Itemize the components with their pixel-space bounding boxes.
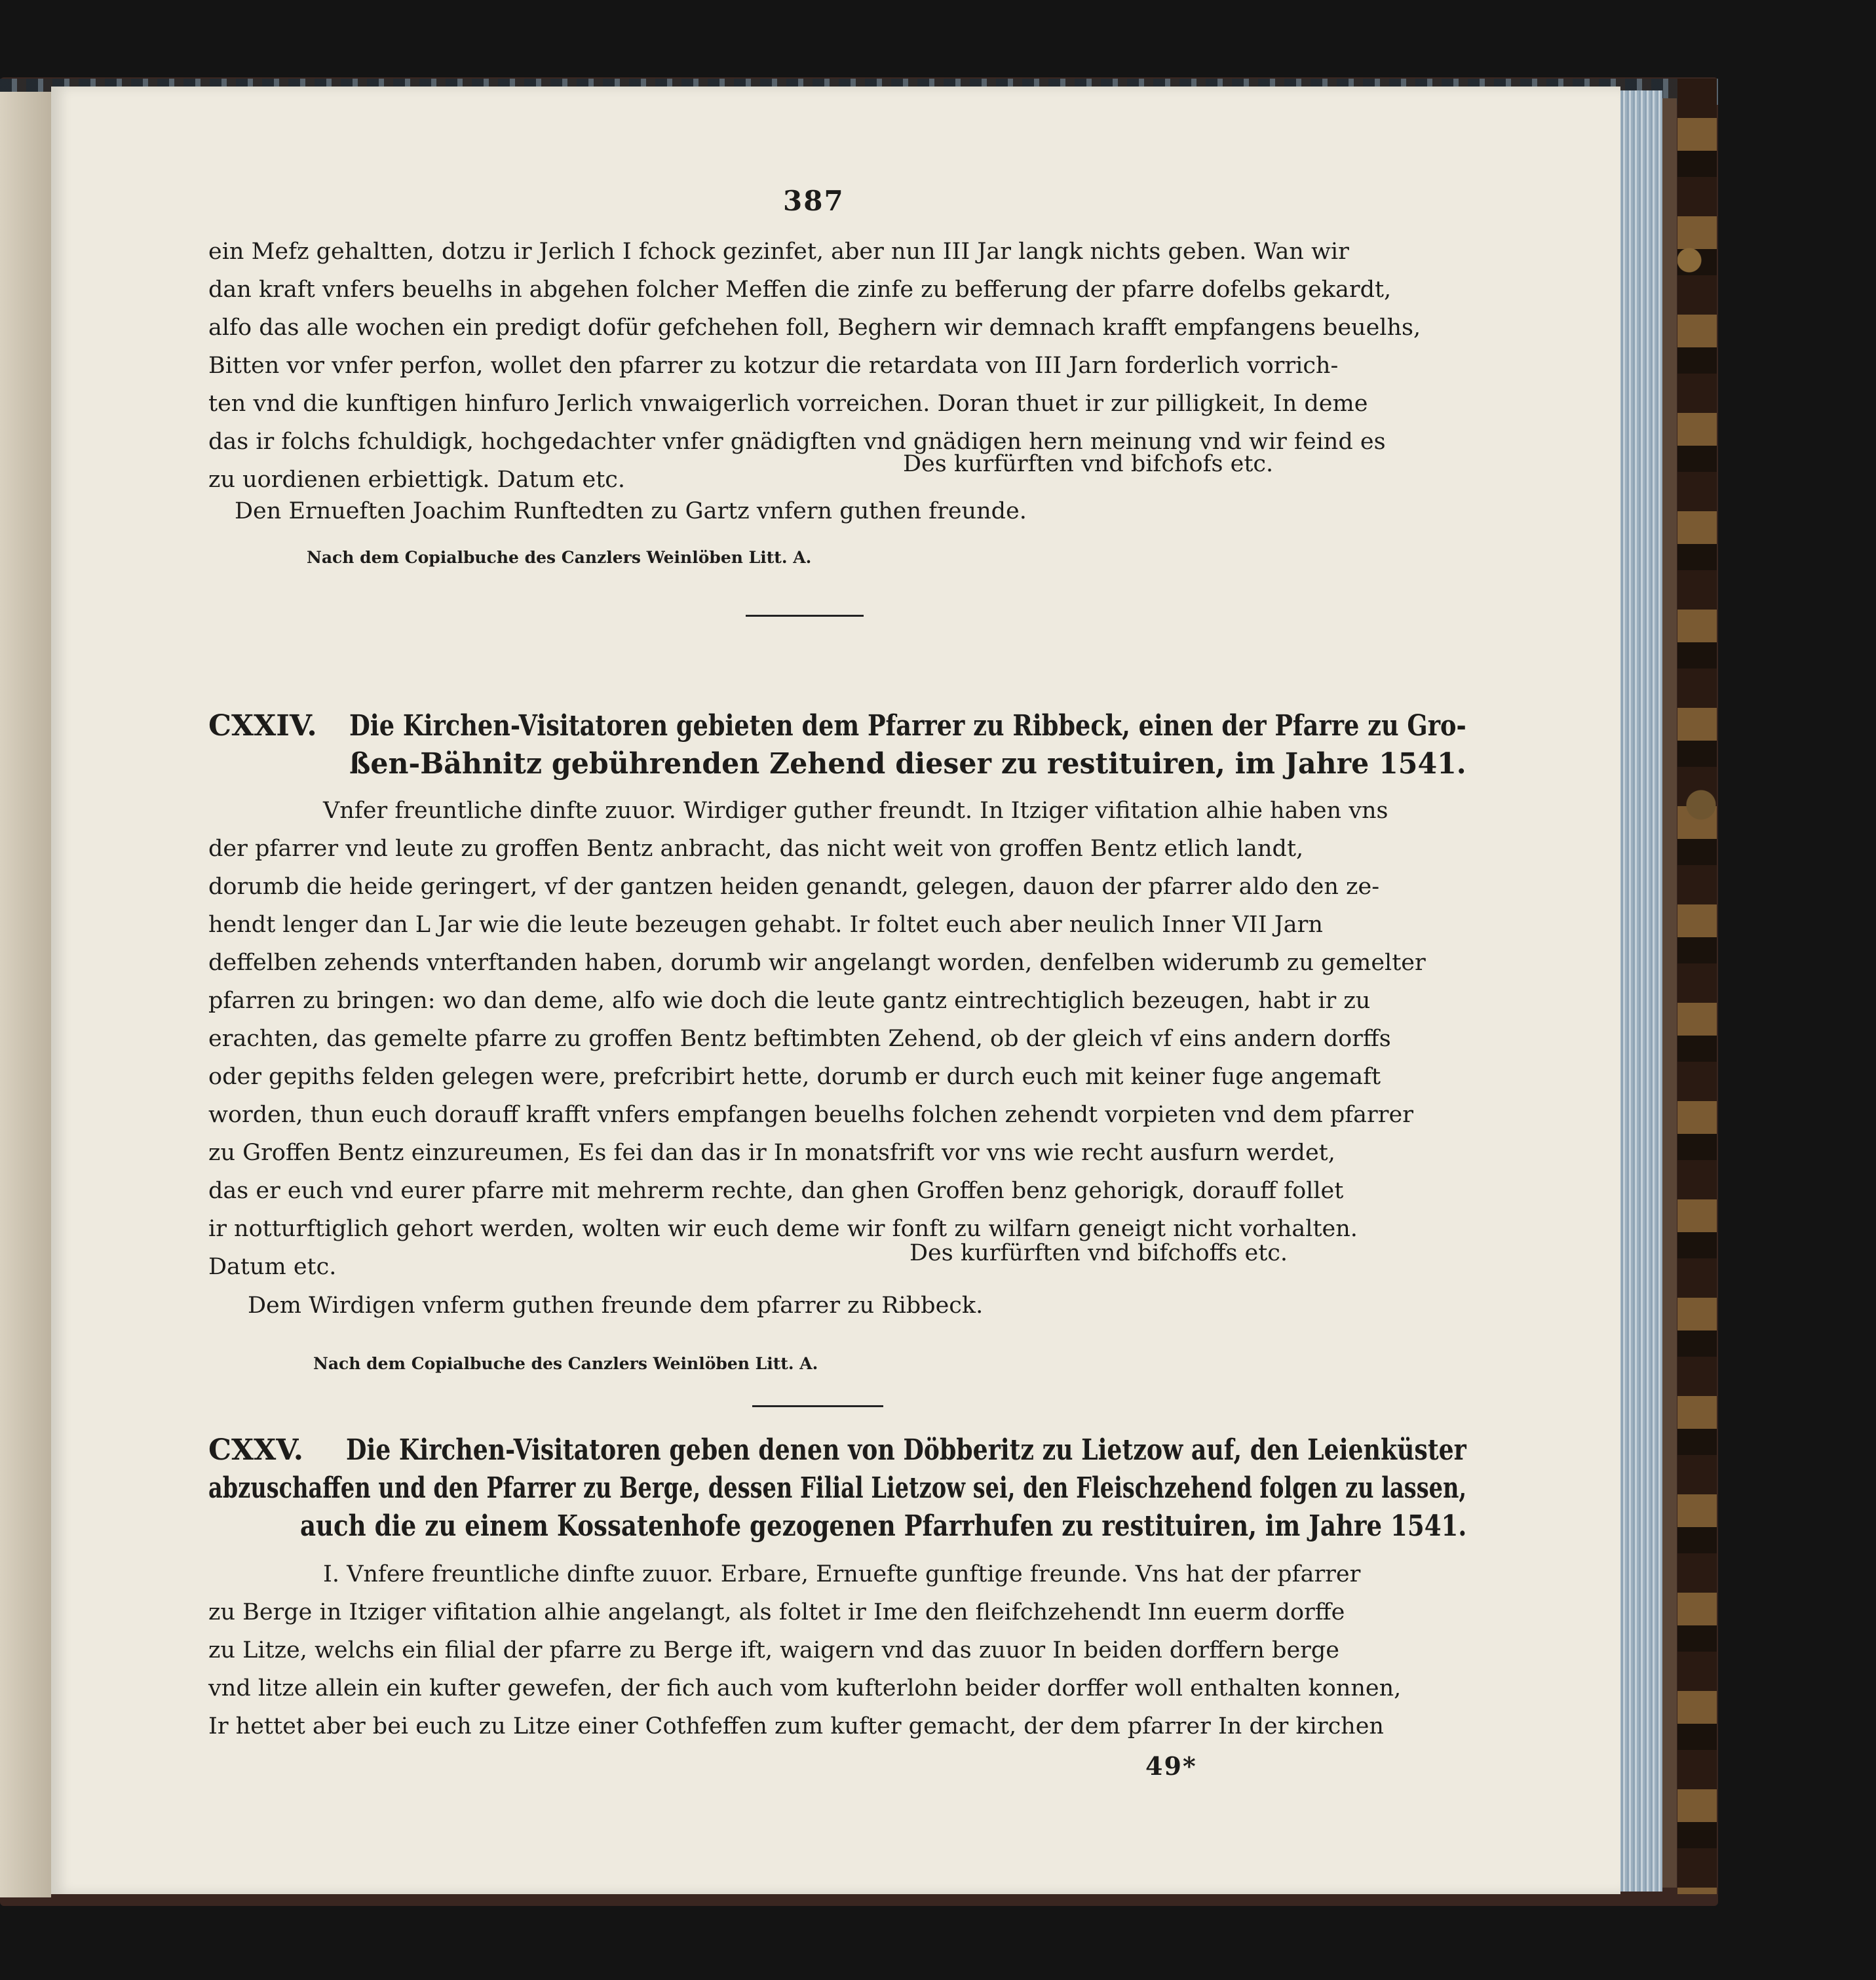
text-line: pfarren zu bringen: wo dan deme, alfo wie doch die leute gantz eintrechtiglich bezeugen, habt ir zu — [208, 988, 1371, 1014]
cover-marbling — [1677, 79, 1717, 1894]
section-heading: abzuschaffen und den Pfarrer zu Berge, dessen Filial Lietzow sei, den Fleischzehend folgen zu lassen, — [208, 1471, 1467, 1505]
text-line: zu Berge in Itziger vifitation alhie angelangt, als foltet ir Ime den fleifchzehendt Inn euerm dorffe — [208, 1599, 1345, 1625]
text-line: ir notturftiglich gehort werden, wolten wir euch deme wir fonft zu wilfarn geneigt nicht vorhalten. — [208, 1216, 1358, 1242]
text-line: Ir hettet aber bei euch zu Litze einer Cothfeffen zum kufter gemacht, der dem pfarrer In der kirchen — [208, 1713, 1384, 1739]
section-divider — [752, 1405, 883, 1407]
text-line: Bitten vor vnfer perfon, wollet den pfarrer zu kotzur die retardata von III Jarn forderlich vorrich- — [208, 353, 1339, 379]
signoff: Des kurfürften vnd bifchoffs etc. — [909, 1240, 1288, 1266]
section-heading: auch die zu einem Kossatenhofe gezogenen Pfarrhufen zu restituiren, im Jahre 1541. — [300, 1509, 1467, 1543]
address-line: Dem Wirdigen vnferm guthen freunde dem pfarrer zu Ribbeck. — [248, 1292, 984, 1319]
text-line: erachten, das gemelte pfarre zu groffen Bentz beftimbten Zehend, ob der gleich vf eins andern dorffs — [208, 1026, 1391, 1052]
source-note: Nach dem Copialbuche des Canzlers Weinlöben Litt. A. — [307, 548, 812, 567]
text-line: der pfarrer vnd leute zu groffen Bentz anbracht, das nicht weit von groffen Bentz etlich landt, — [208, 836, 1304, 862]
text-line: das er euch vnd eurer pfarre mit mehrerm rechte, dan ghen Groffen benz gehorigk, dorauff follet — [208, 1178, 1344, 1204]
text-line: zu Groffen Bentz einzureumen, Es fei dan das ir In monatsfrift vor vns wie recht ausfurn werdet, — [208, 1140, 1335, 1166]
text-line: ten vnd die kunftigen hinfuro Jerlich vnwaigerlich vorreichen. Doran thuet ir zur pilligkeit, In deme — [208, 391, 1368, 417]
section-heading: Die Kirchen-Visitatoren geben denen von Döbberitz zu Lietzow auf, den Leienküster — [346, 1433, 1466, 1467]
left-page-edge — [0, 92, 51, 1897]
address-line: Den Ernueften Joachim Runftedten zu Gartz vnfern guthen freunde. — [235, 498, 1027, 524]
section-number: CXXIV. — [208, 709, 317, 743]
text-line: alfo das alle wochen ein predigt dofür gefchehen foll, Beghern wir demnach krafft empfangens beuelhs, — [208, 315, 1421, 341]
signature-mark: 49* — [1145, 1751, 1197, 1781]
section-number: CXXV. — [208, 1433, 304, 1467]
page-edges-shadow — [1662, 98, 1677, 1888]
text-line: dorumb die heide geringert, vf der gantzen heiden genandt, gelegen, dauon der pfarrer aldo den ze- — [208, 874, 1380, 900]
text-line: hendt lenger dan L Jar wie die leute bezeugen gehabt. Ir foltet euch aber neulich Inner VII Jarn — [208, 912, 1323, 938]
text-line: ein Mefz gehaltten, dotzu ir Jerlich I fchock gezinfet, aber nun III Jar langk nichts geben. Wan wir — [208, 239, 1349, 265]
text-line: Vnfer freuntliche dinfte zuuor. Wirdiger guther freundt. In Itziger vifitation alhie haben vns — [323, 798, 1388, 824]
text-line: dan kraft vnfers beuelhs in abgehen folcher Meffen die zinfe zu befferung der pfarre dofelbs gekardt, — [208, 277, 1392, 303]
text-line: worden, thun euch dorauff krafft vnfers empfangen beuelhs folchen zehendt vorpieten vnd dem pfarrer — [208, 1102, 1413, 1128]
text-line: deffelben zehends vnterftanden haben, dorumb wir angelangt worden, denfelben widerumb zu gemelter — [208, 950, 1426, 976]
book-page — [51, 87, 1620, 1894]
source-note: Nach dem Copialbuche des Canzlers Weinlöben Litt. A. — [313, 1354, 818, 1373]
text-line: zu uordienen erbiettigk. Datum etc. — [208, 467, 625, 493]
section-divider — [746, 615, 864, 617]
text-line: vnd litze allein ein kufter gewefen, der fich auch vom kufterlohn beider dorffer woll enthalten konnen, — [208, 1675, 1402, 1701]
text-line: das ir folchs fchuldigk, hochgedachter vnfer gnädigften vnd gnädigen hern meinung vnd wir feind es — [208, 429, 1386, 455]
section-heading: Die Kirchen-Visitatoren gebieten dem Pfarrer zu Ribbeck, einen der Pfarre zu Gro- — [349, 709, 1466, 743]
text-line: oder gepiths felden gelegen were, prefcribirt hette, dorumb er durch euch mit keiner fuge angemaft — [208, 1064, 1381, 1090]
page-number: 387 — [783, 185, 845, 217]
signoff: Des kurfürften vnd bifchofs etc. — [903, 451, 1274, 477]
text-line: I. Vnfere freuntliche dinfte zuuor. Erbare, Ernuefte gunftige freunde. Vns hat der pfarrer — [323, 1561, 1361, 1587]
text-line: Datum etc. — [208, 1254, 337, 1280]
text-line: zu Litze, welchs ein filial der pfarre zu Berge ift, waigern vnd das zuuor In beiden dorffern berge — [208, 1637, 1340, 1663]
section-heading: ßen-Bähnitz gebührenden Zehend dieser zu restituiren, im Jahre 1541. — [349, 747, 1466, 781]
